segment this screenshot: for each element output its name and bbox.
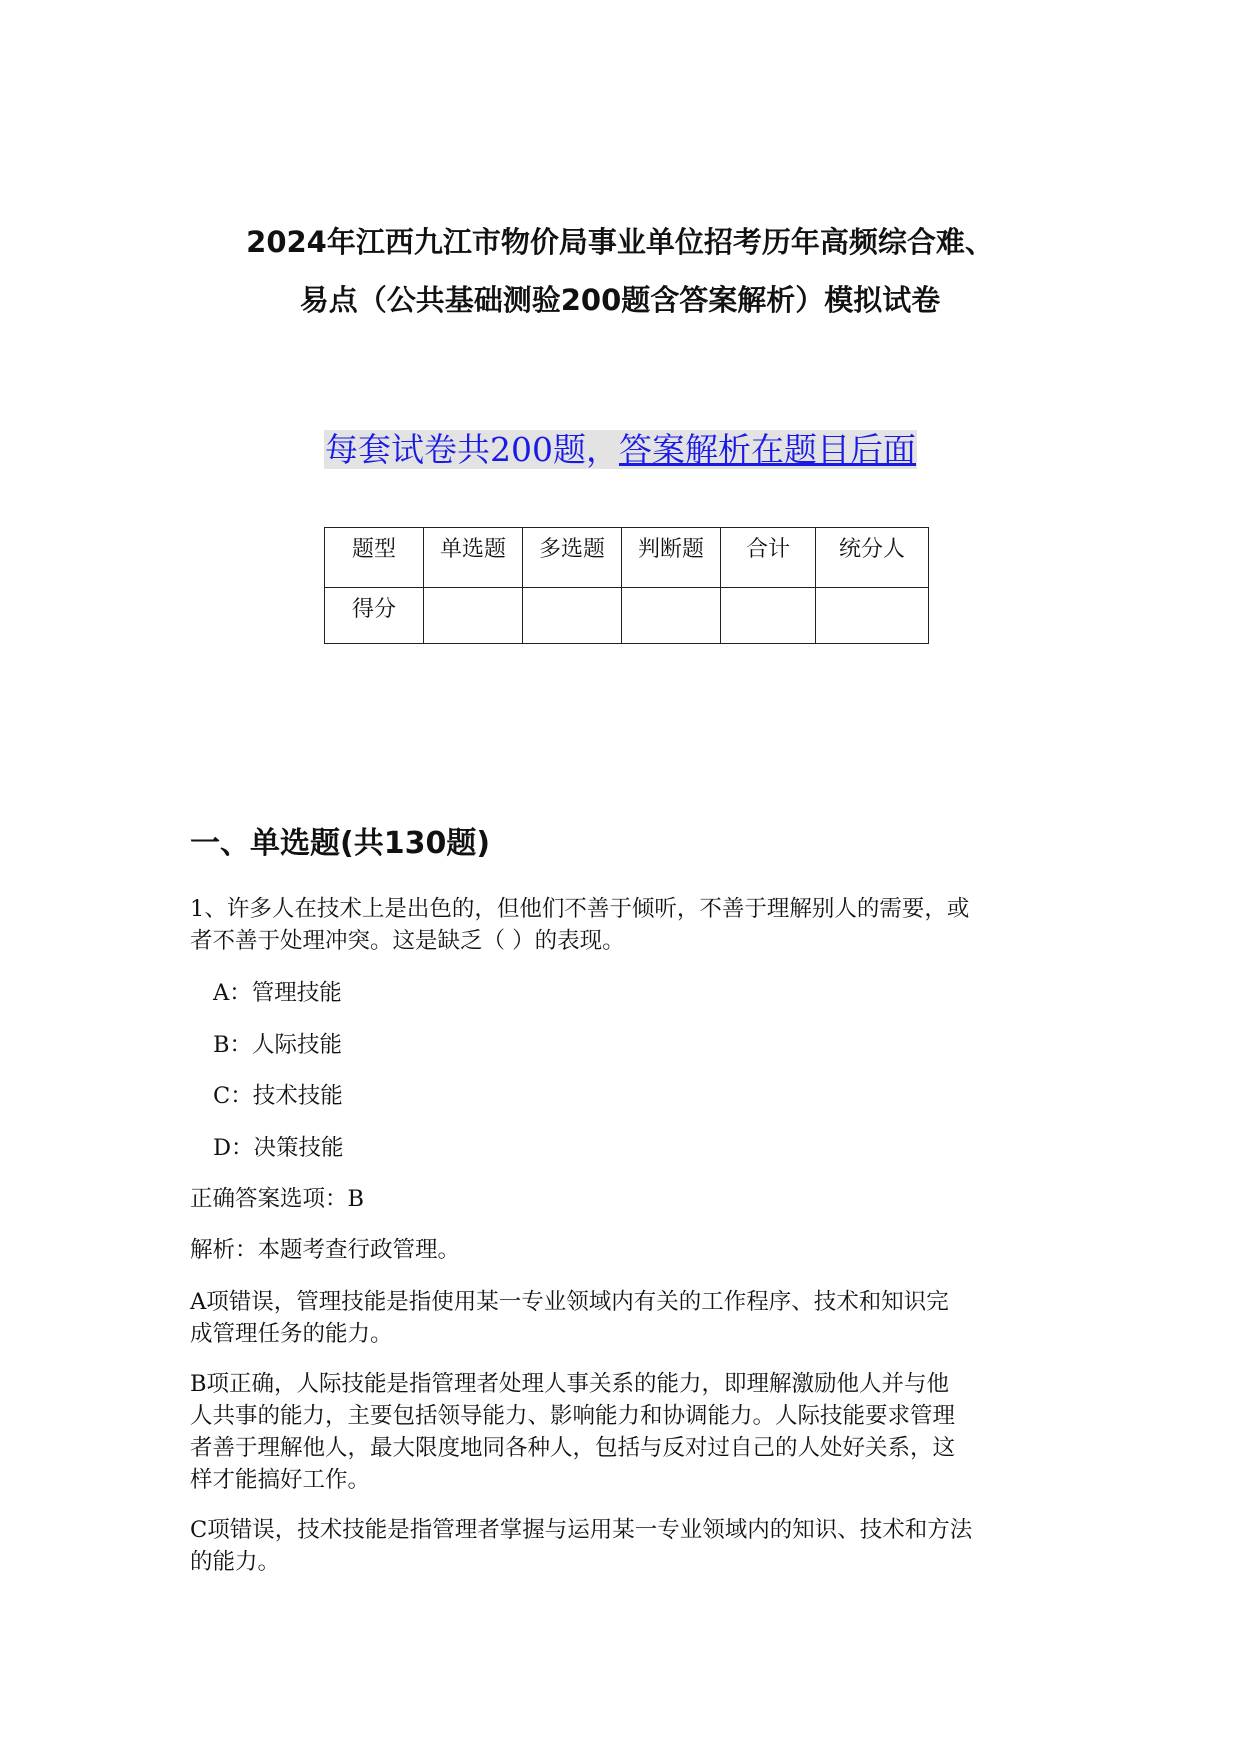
header-cell-scorer: 统分人 <box>816 528 929 588</box>
analysis-option-a: A项错误，管理技能是指使用某一专业领域内有关的工作程序、技术和知识完 成管理任务的能力。 <box>190 1289 949 1347</box>
header-cell-type: 题型 <box>325 528 424 588</box>
question-stem: 1、许多人在技术上是出色的，但他们不善于倾听，不善于理解别人的需要，或 者不善于处理冲突。这是缺乏（ ）的表现。 <box>190 896 970 954</box>
notice-text: 每套试卷共200题， <box>325 430 619 469</box>
header-cell-multiple-choice: 多选题 <box>523 528 622 588</box>
header-cell-single-choice: 单选题 <box>424 528 523 588</box>
header-cell-true-false: 判断题 <box>622 528 721 588</box>
header-cell-total: 合计 <box>721 528 816 588</box>
section-heading: 一、单选题(共130题) <box>190 826 491 861</box>
option-b: B：人际技能 <box>213 1032 343 1058</box>
score-cell-scorer[interactable] <box>816 588 929 644</box>
title-line-1: 2024年江西九江市物价局事业单位招考历年高频综合难、 <box>246 225 994 259</box>
score-table-header-row <box>325 528 929 588</box>
score-cell-total[interactable] <box>721 588 816 644</box>
option-a: A：管理技能 <box>213 980 342 1006</box>
row-label-score: 得分 <box>325 588 424 644</box>
score-cell-multiple-choice[interactable] <box>523 588 622 644</box>
document-title <box>150 213 1090 329</box>
analysis-option-b: B项正确，人际技能是指管理者处理人事关系的能力，即理解激励他人并与他 人共事的能力，主要包括领导能力、影响能力和协调能力。人际技能要求管理 者善于理解他人，最大限度地同各种人，包括与反对过自己的人处好关系，这 样才能搞好工作。 <box>190 1371 956 1493</box>
answer-analysis-link[interactable]: 答案解析在题目后面 <box>619 430 916 469</box>
title-line-2: 易点（公共基础测验200题含答案解析）模拟试卷 <box>299 283 941 317</box>
option-c: C：技术技能 <box>213 1083 343 1109</box>
analysis-option-c: C项错误，技术技能是指管理者掌握与运用某一专业领域内的知识、技术和方法 的能力。 <box>190 1517 973 1575</box>
score-table-score-row <box>325 588 929 644</box>
analysis-intro: 解析：本题考查行政管理。 <box>190 1237 461 1263</box>
exam-notice <box>0 428 1241 472</box>
score-cell-true-false[interactable] <box>622 588 721 644</box>
score-table <box>324 527 929 644</box>
score-cell-single-choice[interactable] <box>424 588 523 644</box>
option-d: D：决策技能 <box>213 1135 344 1161</box>
correct-answer: 正确答案选项：B <box>190 1186 365 1212</box>
